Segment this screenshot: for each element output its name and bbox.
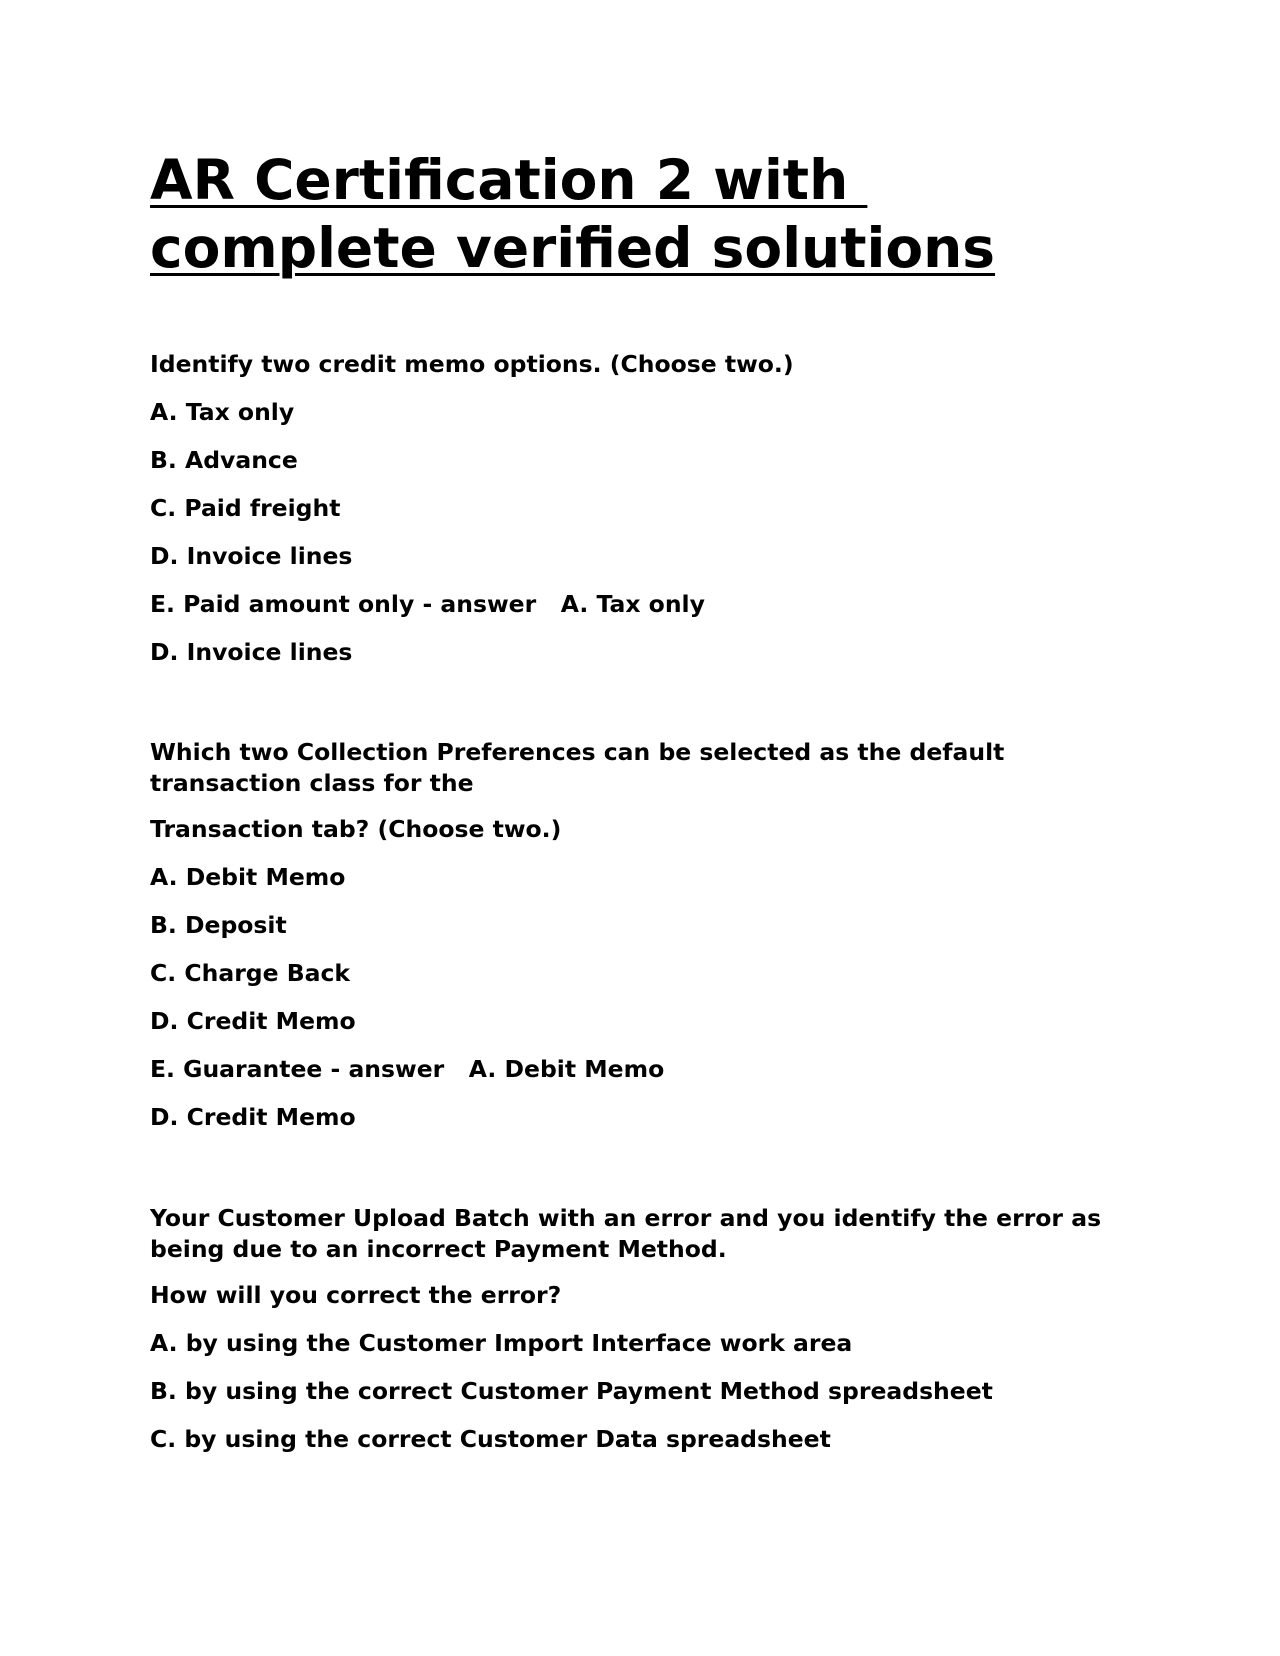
question-prompt: Which two Collection Preferences can be selected as the default transaction class for the: [150, 738, 1005, 797]
answer-option-with-answer: E. Guarantee - answer A. Debit Memo: [150, 1055, 665, 1083]
title-line-1: AR Certification 2 with: [150, 148, 868, 212]
question-block-1: [150, 349, 1150, 685]
question-block-2: [150, 737, 1150, 1150]
question-prompt-continued: Transaction tab? (Choose two.): [150, 815, 562, 843]
question-prompt: Your Customer Upload Batch with an error and you identify the error as being due to an incorrect Payment Method.: [150, 1204, 1102, 1263]
document-title: [150, 146, 995, 282]
answer-option: A. Tax only: [150, 398, 295, 426]
question-prompt: Identify two credit memo options. (Choose two.): [150, 350, 794, 378]
answer-option: B. Advance: [150, 446, 298, 474]
question-block-3: [150, 1203, 1150, 1472]
answer-continuation: D. Credit Memo: [150, 1103, 356, 1131]
answer-option: A. Debit Memo: [150, 863, 346, 891]
answer-option: A. by using the Customer Import Interface work area: [150, 1329, 853, 1357]
answer-option: D. Credit Memo: [150, 1007, 356, 1035]
answer-option: B. by using the correct Customer Payment Method spreadsheet: [150, 1377, 993, 1405]
answer-option: C. Charge Back: [150, 959, 351, 987]
answer-option: C. by using the correct Customer Data spreadsheet: [150, 1425, 831, 1453]
title-line-2: complete verified solutions: [150, 216, 996, 280]
answer-option: C. Paid freight: [150, 494, 341, 522]
answer-option: D. Invoice lines: [150, 542, 353, 570]
answer-continuation: D. Invoice lines: [150, 638, 353, 666]
answer-option-with-answer: E. Paid amount only - answer A. Tax only: [150, 590, 705, 618]
question-prompt-continued: How will you correct the error?: [150, 1281, 562, 1309]
answer-option: B. Deposit: [150, 911, 287, 939]
